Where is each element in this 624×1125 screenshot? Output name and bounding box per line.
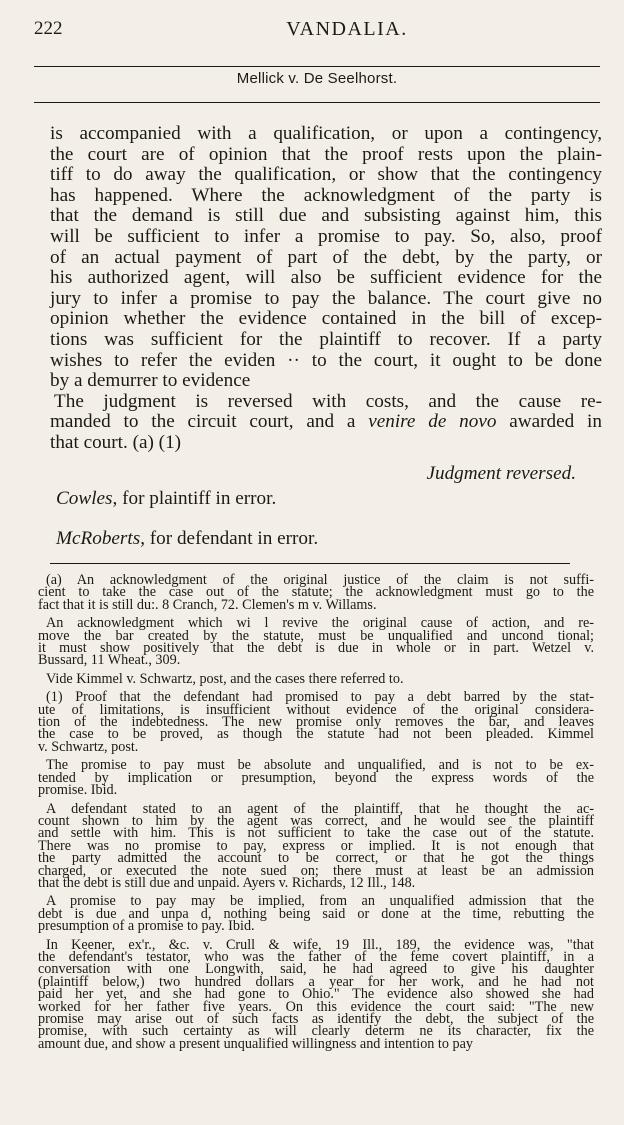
footnote-line: A promise to pay may be implied, from an unqualified admission that the	[46, 893, 594, 910]
footnote-line: move the bar created by the statute, must be unqualified and uncond tional;	[38, 627, 594, 644]
footnote-line: Bussard, 11 Wheat., 309.	[38, 652, 181, 669]
header-rule	[34, 66, 600, 67]
footnote-line: amount due, and show a present unqualified willingness and intention to pay	[38, 1035, 473, 1052]
plaintiff-counsel-name: Cowles	[56, 488, 113, 509]
judgment-label	[50, 464, 602, 485]
footnote-paragraph	[38, 800, 594, 891]
footnote-line: (1) Proof that the defendant had promised to pay a debt barred by the stat-	[46, 689, 594, 706]
footnotes	[38, 574, 594, 1056]
footnote-line: charged, or executed the note sued on; there must at least be an admission	[38, 862, 594, 879]
footnote-line: promise, with such certainty as will clearly determ ne its character, fix the	[38, 1023, 594, 1040]
footnote-paragraph	[38, 574, 594, 611]
footnote-line: The promise to pay must be absolute and unqualified, and is not to be ex-	[46, 757, 594, 774]
footnote-line: and settle with him. This is not sufficient to take the case out of the statute.	[38, 825, 594, 842]
footnote-line: An acknowledgment which wi l revive the original cause of action, and re-	[46, 615, 594, 632]
footnote-line: There was no promise to pay, express or implied. It is not enough that	[38, 837, 594, 854]
counsel-defendant	[56, 528, 318, 550]
opinion-line: is accompanied with a qualification, or upon a contingency,	[50, 123, 602, 144]
case-title-rule	[34, 102, 600, 103]
opinion-line: wishes to refer the eviden ·· to the court, it ought to be done	[50, 349, 602, 371]
footnote-line: paid her yet, and she had gone to Ohio." The evidence also showed she had	[38, 986, 594, 1003]
opinion-line: his authorized agent, will also be sufficient evidence for the	[50, 267, 602, 289]
footnote-rule	[50, 563, 570, 564]
judgment-text: awarded in	[496, 411, 602, 433]
case-title: Mellick v. De Seelhorst.	[236, 70, 398, 87]
defendant-counsel-name: McRoberts	[56, 528, 141, 549]
footnote-paragraph	[38, 757, 594, 799]
opinion-line: tions was sufficient for the plaintiff to recover. If a party	[50, 328, 602, 350]
footnote-paragraph	[38, 936, 594, 1052]
judgment-text: manded to the circuit court, and a	[50, 411, 369, 433]
footnote-line: conversation with one Longwith, said, he had agreed to give his daughter	[38, 961, 594, 978]
footnote-line: ute of limitations, is insufficient without evidence of the original considera-	[38, 701, 594, 718]
footnote-paragraph	[38, 893, 594, 935]
footnote-line: worked for her father five years. On this evidence the court said: "The new	[38, 998, 594, 1015]
running-title: VANDALIA.	[286, 18, 408, 40]
footnote-line: that the debt is still due and unpaid. Ayers v. Richards, 12 Ill., 148.	[38, 874, 416, 891]
footnote-line: (a) An acknowledgment of the original justice of the claim is not suffi-	[46, 572, 594, 588]
footnote-line: count shown to him by the agent was correct, and he would see the plaintiff	[38, 812, 594, 829]
opinion-line: opinion whether the evidence contained in the bill of excep-	[50, 308, 602, 330]
footnote-line: the party admitted the account to be correct, or that he got the things	[38, 850, 594, 867]
counsel-plaintiff	[56, 488, 276, 510]
opinion-line: that the demand is still due and subsisting against him, this	[50, 205, 602, 227]
footnote-line: Vide Kimmel v. Schwartz, post, and the cases there referred to.	[46, 670, 404, 687]
opinion-line: tiff to do away the qualification, or show that the contingency	[50, 164, 602, 186]
footnote-line: it must show positively that the debt is due in whole or in part. Wetzel v.	[38, 640, 594, 657]
footnote-line: the case to be proved, as though the statute had not been pleaded. Kimmel	[38, 726, 594, 743]
opinion-line: of an actual payment of part of the debt, by the party, or	[50, 246, 602, 268]
footnote-line: v. Schwartz, post.	[38, 738, 139, 755]
footnote-paragraph	[38, 670, 594, 687]
opinion-line: has happened. Where the acknowledgment of the party is	[50, 184, 602, 206]
footnote-line: A defendant stated to an agent of the plaintiff, that he thought the ac-	[46, 800, 594, 817]
plaintiff-counsel-role: , for plaintiff in error.	[112, 488, 277, 509]
footnote-line: In Keener, ex'r., &c. v. Crull & wife, 19 Ill., 189, the evidence was, "that	[46, 936, 594, 953]
footnote-line: promise. Ibid.	[38, 782, 118, 799]
footnote-line: cient to take the case out of the statute; the acknowledgment must go to the	[38, 584, 594, 601]
footnote-paragraph	[38, 617, 594, 667]
judgment-reversed-text: Judgment reversed.	[426, 462, 576, 484]
opinion-line: will be sufficient to infer a promise to pay. So, also, proof	[50, 225, 602, 247]
opinion-text	[50, 124, 602, 484]
defendant-counsel-role: , for defendant in error.	[140, 528, 319, 549]
opinion-line: the court are of opinion that the proof rests upon the plain-	[50, 143, 602, 165]
page-header	[34, 18, 600, 48]
footnote-line: fact that it is still du:. 8 Cranch, 72. Clemen's m v. Willams.	[38, 596, 377, 613]
opinion-line: jury to infer a promise to pay the balance. The court give no	[50, 287, 602, 309]
footnote-line: the defendant's testator, who was the father of the feme covert plaintiff, in a	[38, 948, 594, 965]
footnote-line: presumption of a promise to pay. Ibid.	[38, 918, 255, 935]
judgment-line	[50, 412, 602, 433]
footnote-line: promise may arise out of such facts as identify the debt, the subject of the	[38, 1011, 594, 1027]
footnote-line: tended by implication or presumption, beyond the express words of the	[38, 769, 594, 786]
footnote-line: debt is due and unpa d, nothing being said or done at the time, rebutting the	[38, 905, 594, 922]
opinion-line: by a demurrer to evidence	[50, 370, 251, 392]
judgment-line: that court. (a) (1)	[50, 431, 182, 453]
venire-de-novo: venire de novo	[368, 411, 497, 433]
judgment-line: The judgment is reversed with costs, and the cause re-	[54, 390, 602, 412]
footnote-line: (plaintiff below,) two hundred dollars a year for her work, and he had not	[38, 973, 594, 990]
footnote-paragraph	[38, 691, 594, 753]
footnote-line: tion of the indebtedness. The new promise only removes the bar, and leaves	[38, 714, 594, 731]
page-number: 222	[34, 18, 63, 39]
